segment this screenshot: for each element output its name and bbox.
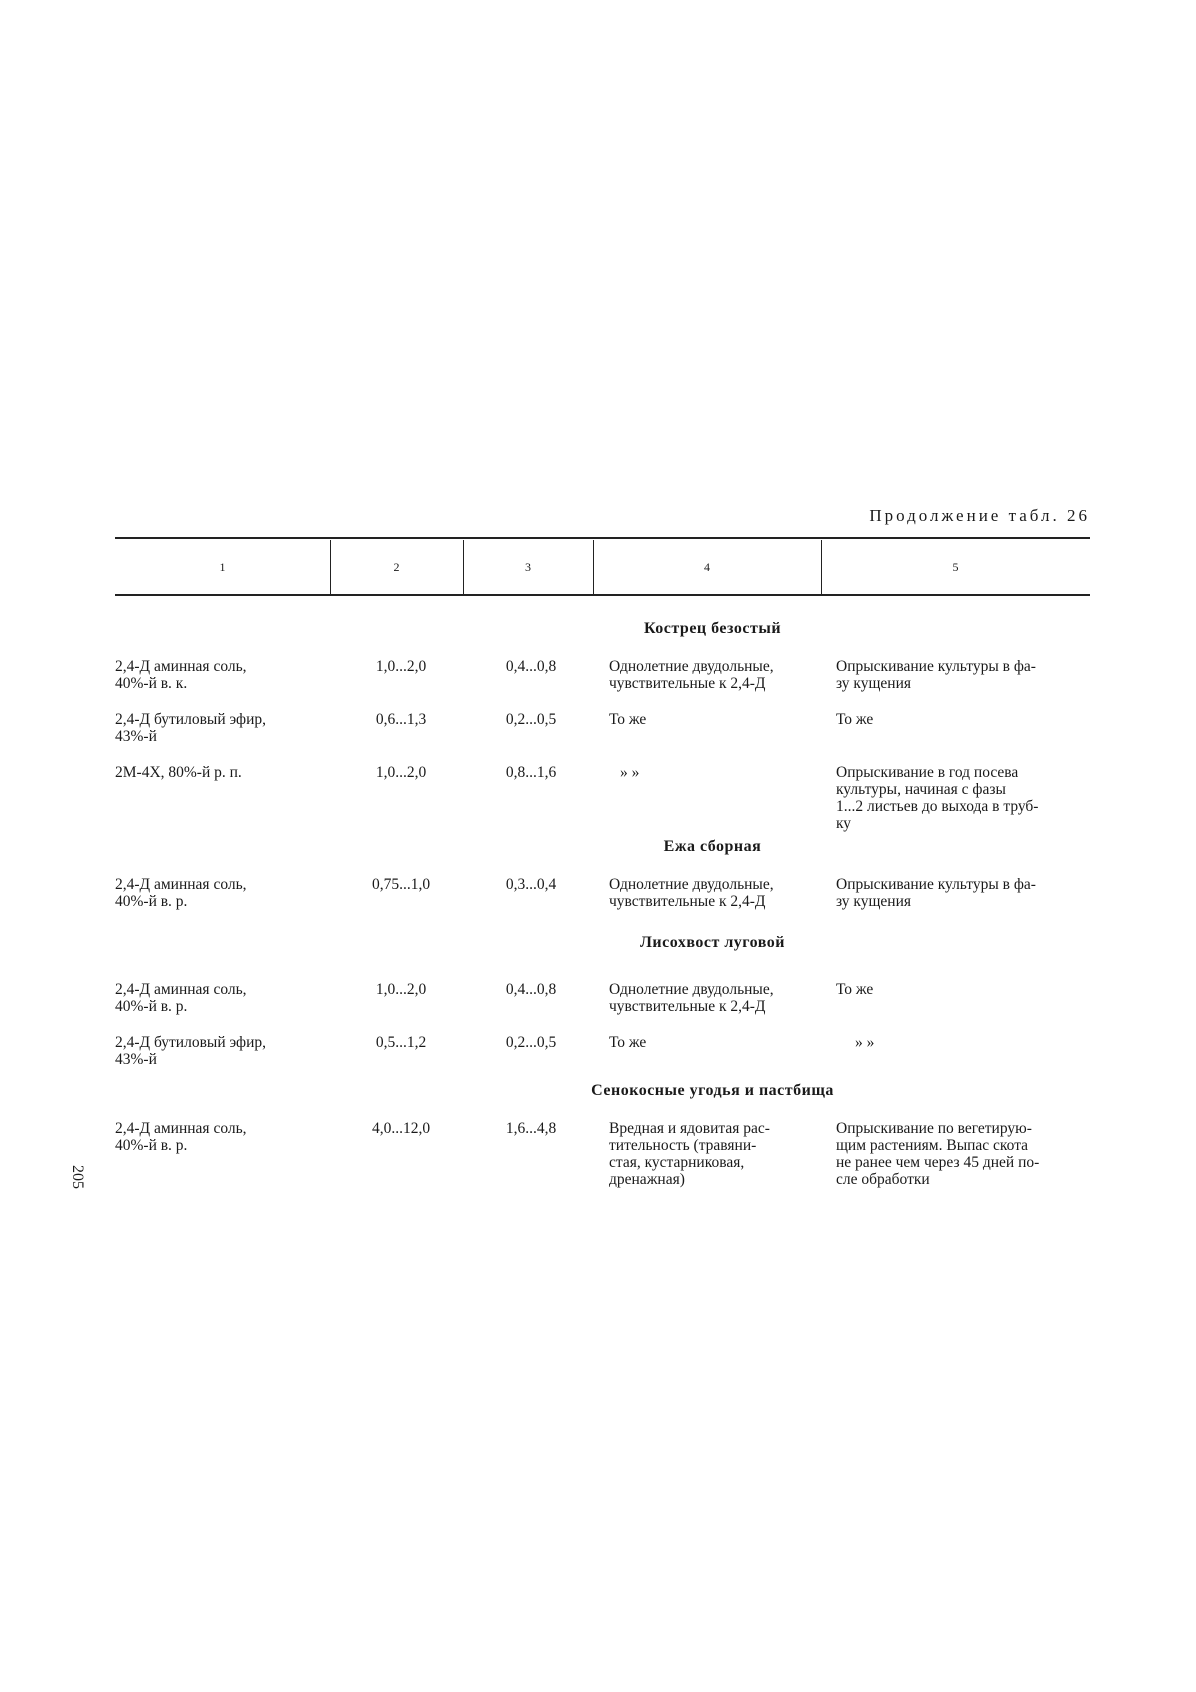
cell-dose-active: 0,4...0,8 bbox=[505, 981, 557, 998]
cell-weeds: Однолетние двудольные, чувствительные к 2,4-Д bbox=[609, 658, 774, 692]
header-col-5: 5 bbox=[952, 559, 959, 574]
cell-dose-preparation: 1,0...2,0 bbox=[375, 981, 427, 998]
table-header bbox=[115, 540, 1090, 594]
cell-preparation: 2,4-Д аминная соль, 40%-й в. к. bbox=[115, 658, 247, 692]
cell-dose-preparation: 4,0...12,0 bbox=[371, 1120, 431, 1137]
page-number: 205 bbox=[69, 1165, 86, 1189]
section-title: Ежа сборная bbox=[663, 838, 762, 855]
cell-application: » » bbox=[855, 1034, 875, 1051]
cell-preparation: 2,4-Д аминная соль, 40%-й в. р. bbox=[115, 1120, 247, 1154]
cell-application: То же bbox=[836, 981, 874, 998]
header-divider bbox=[463, 540, 464, 594]
header-col-2: 2 bbox=[393, 559, 400, 574]
cell-dose-active: 0,2...0,5 bbox=[505, 1034, 557, 1051]
cell-dose-preparation: 1,0...2,0 bbox=[375, 764, 427, 781]
cell-weeds: Однолетние двудольные, чувствительные к 2,4-Д bbox=[609, 981, 774, 1015]
cell-application: Опрыскивание в год посева культуры, начиная с фазы 1...2 листьев до выхода в труб- ку bbox=[836, 764, 1039, 832]
cell-weeds: То же bbox=[609, 1034, 647, 1051]
header-col-3: 3 bbox=[525, 559, 531, 574]
cell-weeds: » » bbox=[620, 764, 640, 781]
cell-dose-active: 0,4...0,8 bbox=[505, 658, 557, 675]
cell-weeds: Однолетние двудольные, чувствительные к 2,4-Д bbox=[609, 876, 774, 910]
header-col-1: 1 bbox=[219, 559, 226, 574]
section-title: Лисохвост луговой bbox=[639, 934, 786, 951]
cell-dose-active: 0,3...0,4 bbox=[505, 876, 557, 893]
cell-dose-preparation: 0,6...1,3 bbox=[375, 711, 427, 728]
header-divider bbox=[593, 540, 594, 594]
section-title: Кострец безостый bbox=[643, 620, 782, 637]
cell-dose-preparation: 0,75...1,0 bbox=[371, 876, 431, 893]
cell-application: То же bbox=[836, 711, 874, 728]
cell-preparation: 2,4-Д бутиловый эфир, 43%-й bbox=[115, 1034, 267, 1068]
header-top-rule bbox=[115, 537, 1090, 539]
cell-dose-active: 1,6...4,8 bbox=[505, 1120, 557, 1137]
cell-application: Опрыскивание культуры в фа- зу кущения bbox=[836, 876, 1036, 910]
header-col-4: 4 bbox=[704, 559, 710, 574]
cell-application: Опрыскивание по вегетирую- щим растениям. Выпас скота не ранее чем через 45 дней по- сле обработки bbox=[836, 1120, 1040, 1188]
cell-preparation: 2,4-Д бутиловый эфир, 43%-й bbox=[115, 711, 267, 745]
cell-dose-active: 0,2...0,5 bbox=[505, 711, 557, 728]
cell-weeds: Вредная и ядовитая рас- тительность (травяни- стая, кустарниковая, дренажная) bbox=[609, 1120, 770, 1188]
section-title: Сенокосные угодья и пастбища bbox=[591, 1082, 834, 1099]
header-divider bbox=[821, 540, 822, 594]
cell-preparation: 2,4-Д аминная соль, 40%-й в. р. bbox=[115, 876, 247, 910]
cell-dose-preparation: 0,5...1,2 bbox=[375, 1034, 427, 1051]
cell-preparation: 2,4-Д аминная соль, 40%-й в. р. bbox=[115, 981, 247, 1015]
cell-application: Опрыскивание культуры в фа- зу кущения bbox=[836, 658, 1036, 692]
header-divider bbox=[330, 540, 331, 594]
cell-dose-preparation: 1,0...2,0 bbox=[375, 658, 427, 675]
header-bottom-rule bbox=[115, 594, 1090, 596]
table-caption: Продолжение табл. 26 bbox=[869, 506, 1090, 525]
cell-weeds: То же bbox=[609, 711, 647, 728]
cell-dose-active: 0,8...1,6 bbox=[505, 764, 557, 781]
cell-preparation: 2М-4Х, 80%-й р. п. bbox=[115, 764, 242, 781]
